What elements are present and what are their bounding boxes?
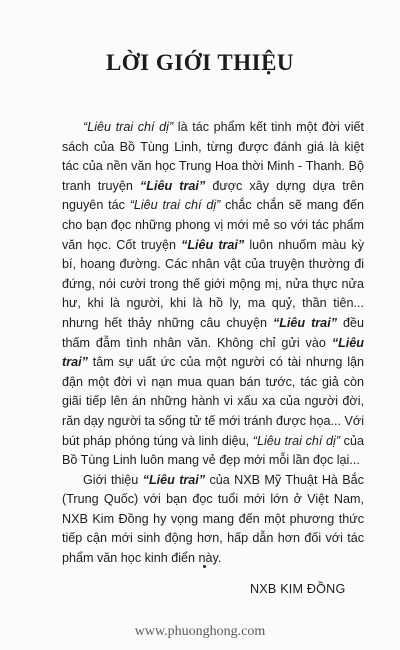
text-run: chắc chắn sẽ mang đến cho bạn đọc những phong vị mới mẻ so với tác phẩm văn học. Cốt truyện: [62, 198, 364, 252]
bold-italic-title: “Liêu trai”: [142, 472, 206, 487]
text-run: của NXB Mỹ Thuật Hà Bắc (Trung Quốc) với bạn đọc tuổi mới lớn ở Việt Nam, NXB Kim Đồng hy vọng mang đến một phương thức tiếp cận mới sinh động hơn, hấp dẫn hơn đối với tác phẩm văn học kinh điển này.: [62, 472, 364, 566]
bold-italic-title: “Liêu trai”: [62, 335, 364, 370]
text-run: là tác phẩm kết tinh một đời viết sách của Bồ Tùng Linh, từng được đánh giá là kiệt tác của nền văn học Trung Hoa thời Minh - Thanh. Bộ tranh truyện: [62, 120, 365, 193]
italic-title: “Liêu trai chí dị”: [252, 433, 341, 448]
text-run: tâm sự uất ức của một người có tài nhưng lận đận một đời vì nạn mua quan bán tước, tác giả còn giãi tiếp lên án những hành vi xấu xa của người đời, răn dạy người ta sống tử tế mới tránh được họa... Với bút pháp phóng túng và linh diệu,: [62, 355, 364, 448]
bold-italic-title: “Liêu trai”: [272, 315, 337, 330]
italic-title: “Liêu trai chí dị”: [83, 120, 174, 134]
text-run: luôn nhuốm màu kỳ bí, hoang đường. Các nhân vật của truyện thường đi đứng, nói cười trong thế giới mộng mị, nửa thực nửa hư, khi là người, khi là hồ ly, ma quỷ, thần tiên... nhưng hết thảy những câu chuyện: [62, 237, 364, 330]
paragraph-2: [62, 471, 364, 569]
text-run: Giới thiệu: [83, 472, 143, 487]
bold-italic-title: “Liêu trai”: [139, 178, 206, 193]
bold-italic-title: “Liêu trai”: [181, 237, 245, 252]
page-heading: LỜI GIỚI THIỆU: [105, 50, 295, 75]
ink-speck: [203, 565, 206, 568]
italic-title: “Liêu trai chí dị”: [129, 198, 221, 213]
paragraph-1: [62, 118, 364, 471]
text-run: đều thấm đẫm tình nhân văn. Không chỉ gửi vào: [62, 315, 364, 350]
text-run: được xây dựng dựa trên nguyên tác: [62, 178, 364, 213]
text-run: của Bồ Tùng Linh luôn mang vẻ đẹp mới mỗi lần đọc lại...: [62, 433, 364, 468]
publisher-signature: NXB KIM ĐỒNG: [250, 582, 346, 596]
website-watermark: www.phuonghong.com: [134, 624, 266, 639]
introduction-body: [62, 118, 364, 569]
